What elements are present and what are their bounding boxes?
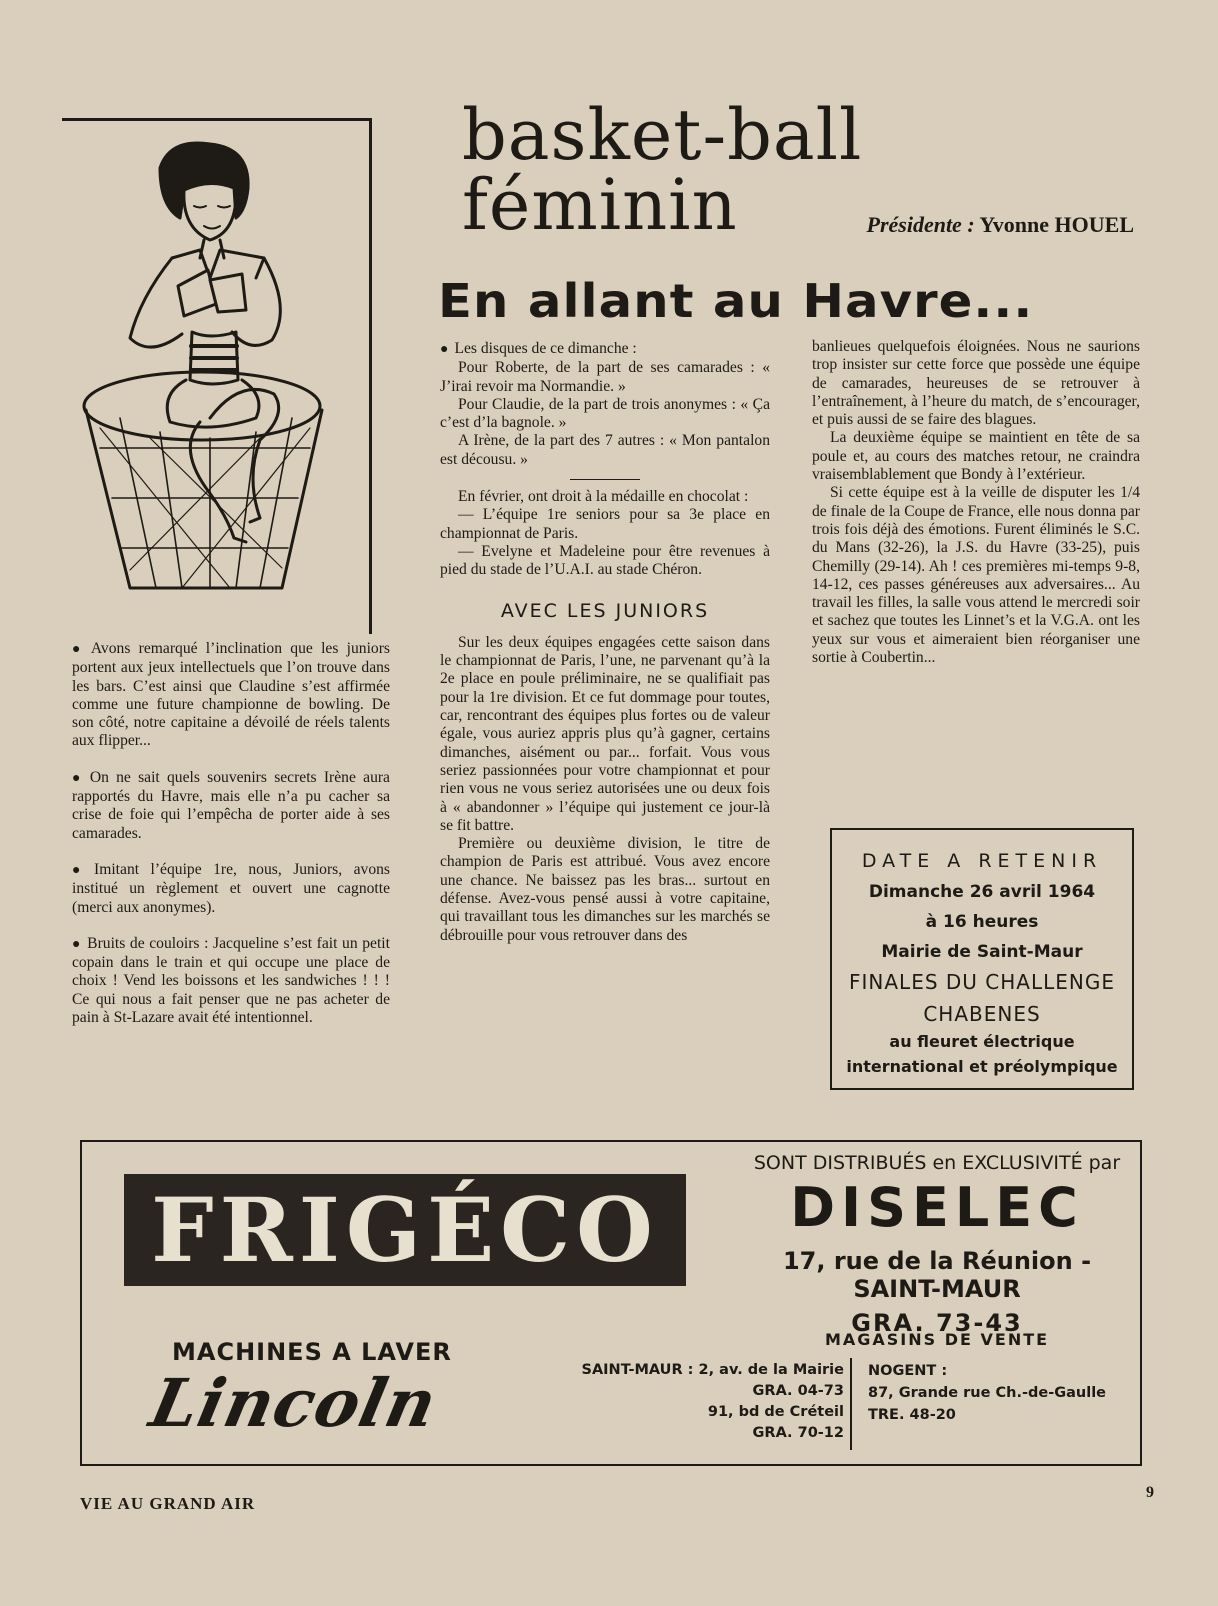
date-box-event-1: FINALES DU CHALLENGE	[849, 970, 1115, 994]
saint-maur-phone-1: GRA. 04-73	[752, 1383, 844, 1399]
right-paragraph-2: La deuxième équipe se maintient en tête de sa poule et, au cours des matches retour, ne craindra vraisemblablement que Bondy à l’extérieur.	[812, 429, 1140, 484]
disques-roberte: Pour Roberte, de la part de ses camarades : « J’irai revoir ma Normandie. »	[440, 359, 770, 395]
nogent-phone: TRE. 48-20	[868, 1407, 956, 1423]
disques-intro: ● Les disques de ce dimanche :	[440, 340, 770, 359]
saint-maur-phone-2: GRA. 70-12	[752, 1425, 844, 1441]
lincoln-logo: Lincoln	[143, 1364, 445, 1442]
right-paragraph-1: banlieues quelquefois éloignées. Nous ne saurions trop insister sur cette force que possède une équipe de camarades, heureuses de se retrouver à l’entraînement, à l’heure du match, de s’encourager, et puis aussi de se faire des blagues.	[812, 338, 1140, 429]
medaille-intro: En février, ont droit à la médaille en chocolat :	[458, 488, 749, 506]
date-to-remember-box	[830, 828, 1134, 1090]
juniors-paragraph-1: Sur les deux équipes engagées cette saison dans le championnat de Paris, l’une, ne parvenant qu’à la 2e place en poule préliminaire, ne se qualifiait pas pour la 1re division. Et ce fut dommage pour toutes, car, rencontrant des équipes plus fortes ou de valeur égale, vous auriez appris plus qu’à gagner, certains dimanches, aisément ou par... forfait. Vous vous seriez passionnées pour votre championnat et pour rien vous ne vous seriez autorisées une ou deux fois à « abandonner » l’équipe qui justement ce jour-là se fit battre.	[440, 633, 770, 834]
left-paragraph-2: ● On ne sait quels souvenirs secrets Irène aura rapportés du Havre, mais elle n’a pu cacher sa crise de foie qui l’empêcha de porter aide à ses camarades.	[72, 769, 390, 843]
page-number: 9	[1146, 1484, 1154, 1501]
left-paragraph-1: ● Avons remarqué l’inclination que les juniors portent aux jeux intellectuels que l’on trouve dans les bars. C’est ainsi que Claudine s’est affirmée comme une future championne de bowling. De son côté, notre capitaine a dévoilé de réels talents aux flipper...	[72, 640, 390, 751]
date-box-detail-2: international et préolympique	[846, 1057, 1118, 1076]
nogent-shop	[868, 1360, 1130, 1426]
medaille-seniors: — L’équipe 1re seniors pour sa 3e place en championnat de Paris.	[440, 506, 770, 542]
date-box-detail-1: au fleuret électrique	[889, 1032, 1075, 1051]
saint-maur-shops	[540, 1360, 844, 1444]
column-divider	[570, 479, 640, 480]
nogent-label: NOGENT :	[868, 1363, 948, 1379]
frigeco-logo: FRIGÉCO	[124, 1174, 686, 1286]
left-column	[72, 640, 390, 1027]
disques-claudie: Pour Claudie, de la part de trois anonymes : « Ça c’est d’la bagnole. »	[440, 395, 770, 432]
girl-on-basket-illustration	[60, 118, 360, 598]
middle-column	[440, 340, 770, 945]
distributor-phone: GRA. 73-43	[851, 1309, 1023, 1337]
article-headline: En allant au Havre...	[438, 274, 1034, 328]
saint-maur-address-2: 91, bd de Créteil	[707, 1404, 844, 1420]
date-box-date: Dimanche 26 avril 1964	[868, 882, 1096, 902]
illustration-frame-right	[369, 118, 372, 634]
date-box-time: à 16 heures	[925, 912, 1039, 932]
right-column	[812, 338, 1140, 667]
date-box-title: DATE A RETENIR	[861, 850, 1103, 872]
section-title: basket-ball féminin	[462, 94, 863, 246]
disques-irene: A Irène, de la part des 7 autres : « Mon pantalon est décousu. »	[440, 432, 770, 468]
saint-maur-label: SAINT-MAUR :	[581, 1362, 694, 1378]
distributor-block	[742, 1152, 1132, 1337]
date-box-event-2: CHABENES	[923, 1002, 1041, 1026]
saint-maur-line-1	[540, 1360, 844, 1381]
distributed-by-line: SONT DISTRIBUÉS en EXCLUSIVITÉ par	[753, 1152, 1121, 1174]
president-name: Yvonne HOUEL	[979, 212, 1134, 237]
shops-separator	[850, 1358, 852, 1450]
distributor-address: 17, rue de la Réunion - SAINT-MAUR	[782, 1247, 1092, 1303]
left-paragraph-3: ● Imitant l’équipe 1re, nous, Juniors, avons institué un règlement et ouvert une cagnotte (merci aux anonymes).	[72, 861, 390, 917]
juniors-paragraph-2: Première ou deuxième division, le titre de champion de Paris est attribué. Vous avez encore une chance. Ne baissez pas les bras... surtout en défense. Avez-vous pensé aussi à votre capitaine, qui travaillant tous les dimanches sur les marchés se débrouille pour vous retrouver dans des	[440, 835, 770, 944]
left-paragraph-4: ● Bruits de couloirs : Jacqueline s’est fait un petit copain dans le train et qui occupe une place de choix ! Vend les boissons et les sandwiches ! ! ! Ce qui nous a fait penser que ne pas acheter de pain à St-Lazare avait été intentionnel.	[72, 935, 390, 1027]
president-line	[867, 212, 1135, 238]
president-label: Présidente :	[866, 212, 975, 237]
distributor-name: DISELEC	[790, 1176, 1084, 1239]
right-paragraph-3: Si cette équipe est à la veille de disputer les 1/4 de finale de la Coupe de France, elle nous donna par trois fois déjà des émotions. Furent éliminés le S.C. du Mans (32-26), la J.S. du Havre (33-25), puis Chemilly (29-14). Ah ! ces premières mi-temps 9-8, 14-12, ces passes généreuses aux adversaires... Au travail les filles, la salle vous attend le mercredi soir et sachez que toutes les Linnet’s et la V.G.A. ont les yeux sur vous et aimeraient bien réorganiser une sortie à Coubertin...	[812, 484, 1140, 667]
washing-machines-label: MACHINES A LAVER	[172, 1338, 452, 1366]
shops-heading: MAGASINS DE VENTE	[824, 1330, 1050, 1349]
date-box-place: Mairie de Saint-Maur	[881, 942, 1083, 962]
nogent-address: 87, Grande rue Ch.-de-Gaulle	[868, 1385, 1107, 1401]
saint-maur-address-1: 2, av. de la Mairie	[698, 1362, 844, 1378]
medaille-evelyne: — Evelyne et Madeleine pour être revenues à pied du stade de l’U.A.I. au stade Chéron.	[440, 542, 770, 579]
juniors-subhead: AVEC LES JUNIORS	[500, 599, 710, 622]
publication-name: VIE AU GRAND AIR	[80, 1494, 256, 1513]
frigeco-advertisement	[80, 1140, 1142, 1466]
